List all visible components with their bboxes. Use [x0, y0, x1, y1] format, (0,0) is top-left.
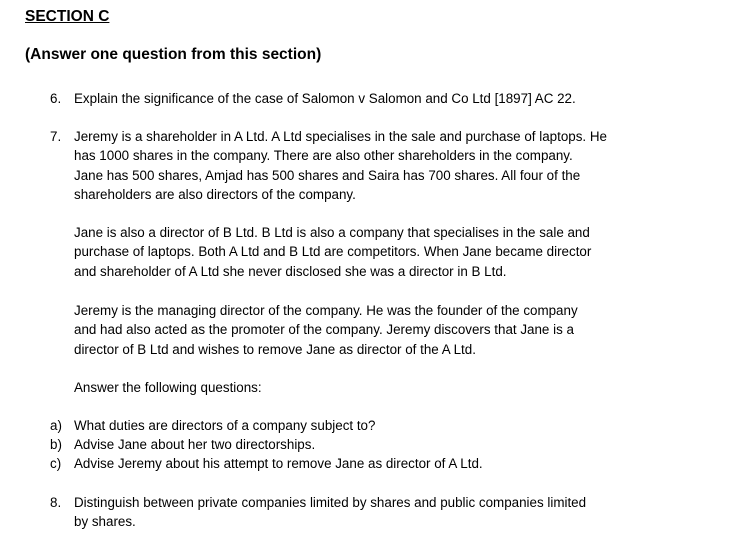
- subquestion-a-text: What duties are directors of a company subject to?: [74, 418, 376, 433]
- question-7-prompt: [74, 378, 659, 397]
- section-title: SECTION C: [25, 8, 110, 25]
- text-line: shareholders are also directors of the company.: [74, 186, 356, 202]
- text-line: Jeremy is a shareholder in A Ltd. A Ltd specialises in the sale and purchase of laptops. He: [74, 129, 607, 144]
- question-8-number: 8.: [50, 495, 62, 510]
- question-8-text: [74, 493, 659, 532]
- text-line: by shares.: [74, 514, 136, 530]
- question-6-line: Explain the significance of the case of Salomon v Salomon and Co Ltd [1897] AC 22.: [74, 91, 576, 106]
- text-line: and shareholder of A Ltd she never disclosed she was a director in B Ltd.: [74, 263, 507, 279]
- text-line: has 1000 shares in the company. There are also other shareholders in the company.: [74, 148, 573, 164]
- subquestion-b-label: b): [50, 437, 62, 452]
- question-6-text: [74, 89, 659, 108]
- subquestion-c-label: c): [50, 456, 62, 471]
- text-line: Jeremy is the managing director of the company. He was the founder of the company: [74, 303, 578, 318]
- prompt-line: Answer the following questions:: [74, 380, 262, 395]
- subquestion-c-text: Advise Jeremy about his attempt to remove Jane as director of A Ltd.: [74, 456, 483, 471]
- question-7-paragraph-1: [74, 127, 659, 204]
- question-7-paragraph-3: [74, 301, 659, 359]
- question-7-paragraph-2: [74, 223, 659, 281]
- question-7-number: 7.: [50, 129, 62, 144]
- text-line: Jane has 500 shares, Amjad has 500 shares and Saira has 700 shares. All four of the: [74, 167, 581, 183]
- text-line: and had also acted as the promoter of the company. Jeremy discovers that Jane is a: [74, 322, 574, 338]
- text-line: purchase of laptops. Both A Ltd and B Ltd are competitors. When Jane became director: [74, 244, 592, 260]
- subquestion-a-label: a): [50, 418, 62, 433]
- text-line: Jane is also a director of B Ltd. B Ltd is also a company that specialises in the sale and: [74, 225, 590, 240]
- text-line: Distinguish between private companies limited by shares and public companies limited: [74, 495, 587, 510]
- text-line: director of B Ltd and wishes to remove Jane as director of the A Ltd.: [74, 341, 476, 357]
- question-6-number: 6.: [50, 91, 62, 106]
- section-instruction: (Answer one question from this section): [25, 46, 322, 63]
- subquestion-b-text: Advise Jane about her two directorships.: [74, 437, 316, 452]
